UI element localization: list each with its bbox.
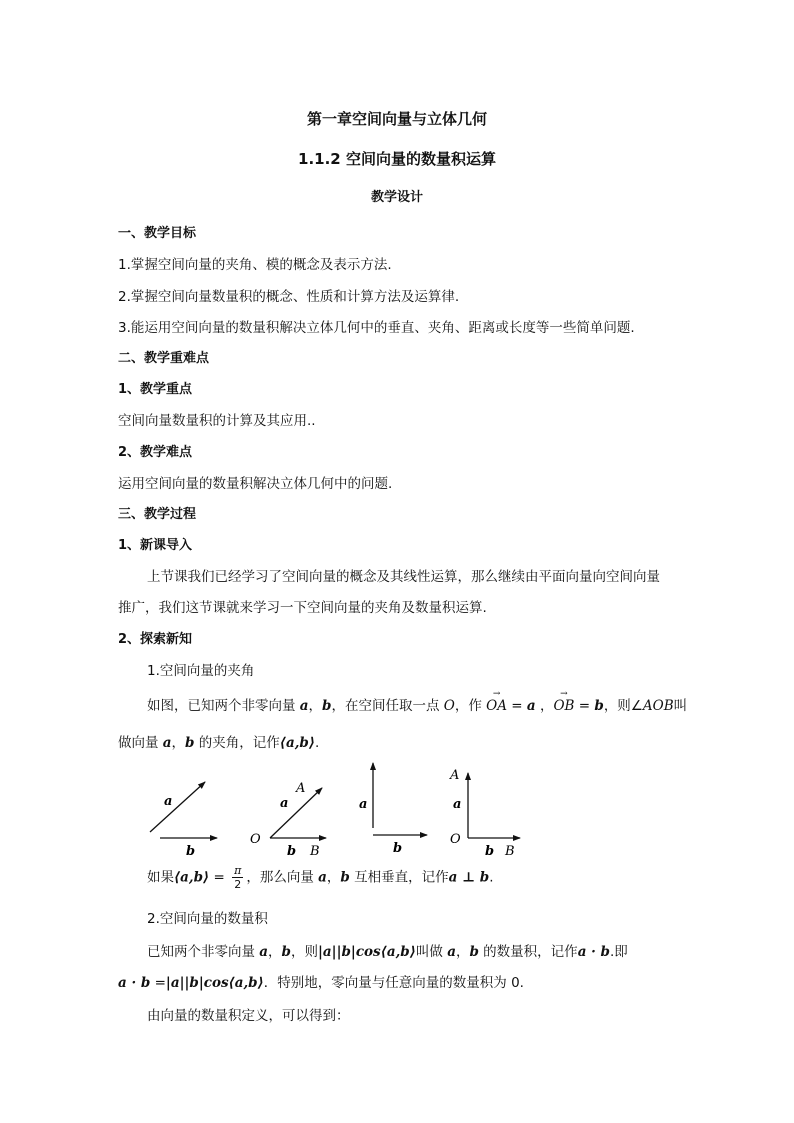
- angle-paragraph-line-2: [118, 731, 319, 751]
- text-fragment: ，: [455, 944, 470, 960]
- vector-a-arrow: [150, 782, 205, 832]
- text-fragment: ，: [308, 698, 323, 714]
- vector-a: a: [526, 698, 536, 714]
- explore-heading: 2、探索新知: [118, 632, 193, 647]
- angle-notation: ⟨a,b⟩: [279, 735, 316, 751]
- text-fragment: 已知两个非零向量: [147, 944, 260, 960]
- label-b: b: [485, 844, 495, 859]
- dot-product-formula: |a||b|cos⟨a,b⟩: [318, 944, 416, 960]
- vector-a: a: [259, 944, 269, 960]
- dot-product-paragraph-line-2: [118, 971, 524, 991]
- intro-heading: 1、新课导入: [118, 538, 193, 553]
- vector-ob-label: OB: [553, 698, 575, 714]
- label-b: b: [287, 844, 297, 859]
- label-b: b: [393, 841, 403, 856]
- dot-product-notation: a · b: [577, 944, 610, 960]
- text-fragment: ，在空间任取一点: [331, 698, 444, 714]
- figure-3: [359, 763, 427, 856]
- difficulty-heading: 2、教学难点: [118, 445, 193, 460]
- vector-arrow-icon: →: [560, 689, 568, 699]
- fraction-numerator: π: [234, 864, 242, 877]
- goal-item-1: 1.掌握空间向量的夹角、模的概念及表示方法.: [118, 257, 392, 273]
- vector-b: b: [340, 869, 350, 886]
- label-a: a: [453, 797, 462, 812]
- text-fragment: =: [150, 975, 166, 991]
- vector-oa-label: OA: [486, 698, 507, 714]
- chapter-title: 第一章空间向量与立体几何: [306, 110, 487, 128]
- intro-line-1: 上节课我们已经学习了空间向量的概念及其线性运算，那么继续由平面向量向空间向量: [147, 569, 660, 585]
- intro-line-2: 推广，我们这节课就来学习一下空间向量的夹角及数量积运算.: [118, 600, 487, 616]
- text-fragment: .即: [609, 944, 628, 960]
- text-fragment: =: [209, 869, 230, 886]
- text-fragment: ，则: [291, 944, 318, 960]
- point-o: O: [443, 698, 455, 714]
- label-point-o: O: [250, 832, 261, 847]
- text-fragment: .: [315, 735, 320, 751]
- vector-a: a: [318, 869, 327, 886]
- focus-heading: 1、教学重点: [118, 382, 193, 397]
- goal-item-2: 2.掌握空间向量数量积的概念、性质和计算方法及运算律.: [118, 289, 460, 305]
- perpendicular-notation: a ⊥ b: [448, 869, 490, 886]
- perpendicular-paragraph: [147, 864, 494, 891]
- vector-arrow-icon: →: [492, 689, 501, 699]
- label-point-a: A: [450, 768, 460, 783]
- text-fragment: ，: [535, 698, 554, 714]
- text-fragment: 互相垂直，记作: [349, 869, 449, 886]
- vector-angle-figures: [130, 755, 550, 865]
- difficulty-text: 运用空间向量的数量积解决立体几何中的问题.: [118, 476, 393, 492]
- angle-heading: 1.空间向量的夹角: [147, 663, 255, 679]
- text-fragment: ，: [326, 869, 341, 886]
- fraction-denominator: 2: [234, 878, 242, 891]
- angle-notation: ⟨a,b⟩: [174, 869, 210, 886]
- text-fragment: 叫做: [415, 944, 448, 960]
- vector-b: b: [185, 735, 195, 751]
- text-fragment: 的夹角，记作: [194, 735, 280, 751]
- text-fragment: 做向量: [118, 735, 163, 751]
- goals-heading: 一、教学目标: [118, 226, 197, 241]
- focus-text: 空间向量数量积的计算及其应用..: [118, 413, 316, 429]
- goal-item-3: 3.能运用空间向量的数量积解决立体几何中的垂直、夹角、距离或长度等一些简单问题.: [118, 320, 635, 336]
- vector-b: b: [322, 698, 332, 714]
- label-point-b: B: [505, 844, 515, 859]
- text-fragment: ，那么向量: [246, 869, 319, 886]
- label-point-a: A: [296, 781, 306, 796]
- vector-a: a: [162, 735, 172, 751]
- section-title: 1.1.2 空间向量的数量积运算: [298, 150, 496, 168]
- fraction-pi-over-2: [232, 864, 243, 891]
- label-point-b: B: [310, 844, 320, 859]
- figure-1: [150, 782, 217, 859]
- vector-a: a: [447, 944, 456, 960]
- text-fragment: ，则∠: [603, 698, 643, 714]
- text-fragment: 如图，已知两个非零向量: [147, 698, 300, 714]
- label-a: a: [359, 797, 368, 812]
- dot-product-heading: 2.空间向量的数量积: [147, 911, 268, 927]
- dot-product-formula: |a||b|cos⟨a,b⟩: [165, 975, 264, 991]
- dot-product-paragraph-line-1: [147, 940, 628, 960]
- text-fragment: =: [574, 698, 595, 714]
- angle-aob: AOB: [642, 698, 674, 714]
- vector-a: a: [299, 698, 309, 714]
- figure-4: [449, 768, 520, 859]
- doc-type-label: 教学设计: [370, 190, 423, 205]
- vector-oa: [486, 689, 507, 714]
- label-a: a: [280, 796, 289, 811]
- text-fragment: ，作: [454, 698, 487, 714]
- text-fragment: 的数量积，记作: [478, 944, 578, 960]
- text-fragment: 叫: [673, 698, 688, 714]
- keypoints-heading: 二、教学重难点: [118, 351, 210, 366]
- text-fragment: 如果: [147, 869, 174, 886]
- vector-b: b: [469, 944, 479, 960]
- vector-b: b: [594, 698, 604, 714]
- label-point-o: O: [450, 832, 461, 847]
- text-fragment: ，: [171, 735, 186, 751]
- dot-product-notation: a · b: [118, 975, 151, 991]
- text-fragment: =: [507, 698, 527, 714]
- text-fragment: .: [489, 869, 494, 886]
- text-fragment: ．特别地，零向量与任意向量的数量积为 0.: [263, 975, 524, 991]
- label-a: a: [164, 794, 173, 809]
- vector-ob: [553, 689, 575, 714]
- process-heading: 三、教学过程: [118, 507, 197, 522]
- vector-b: b: [281, 944, 291, 960]
- tail-text: 由向量的数量积定义，可以得到：: [147, 1008, 350, 1024]
- angle-paragraph-line-1: [147, 689, 688, 714]
- figure-2: [250, 781, 326, 859]
- text-fragment: ，: [268, 944, 282, 960]
- label-b: b: [186, 844, 196, 859]
